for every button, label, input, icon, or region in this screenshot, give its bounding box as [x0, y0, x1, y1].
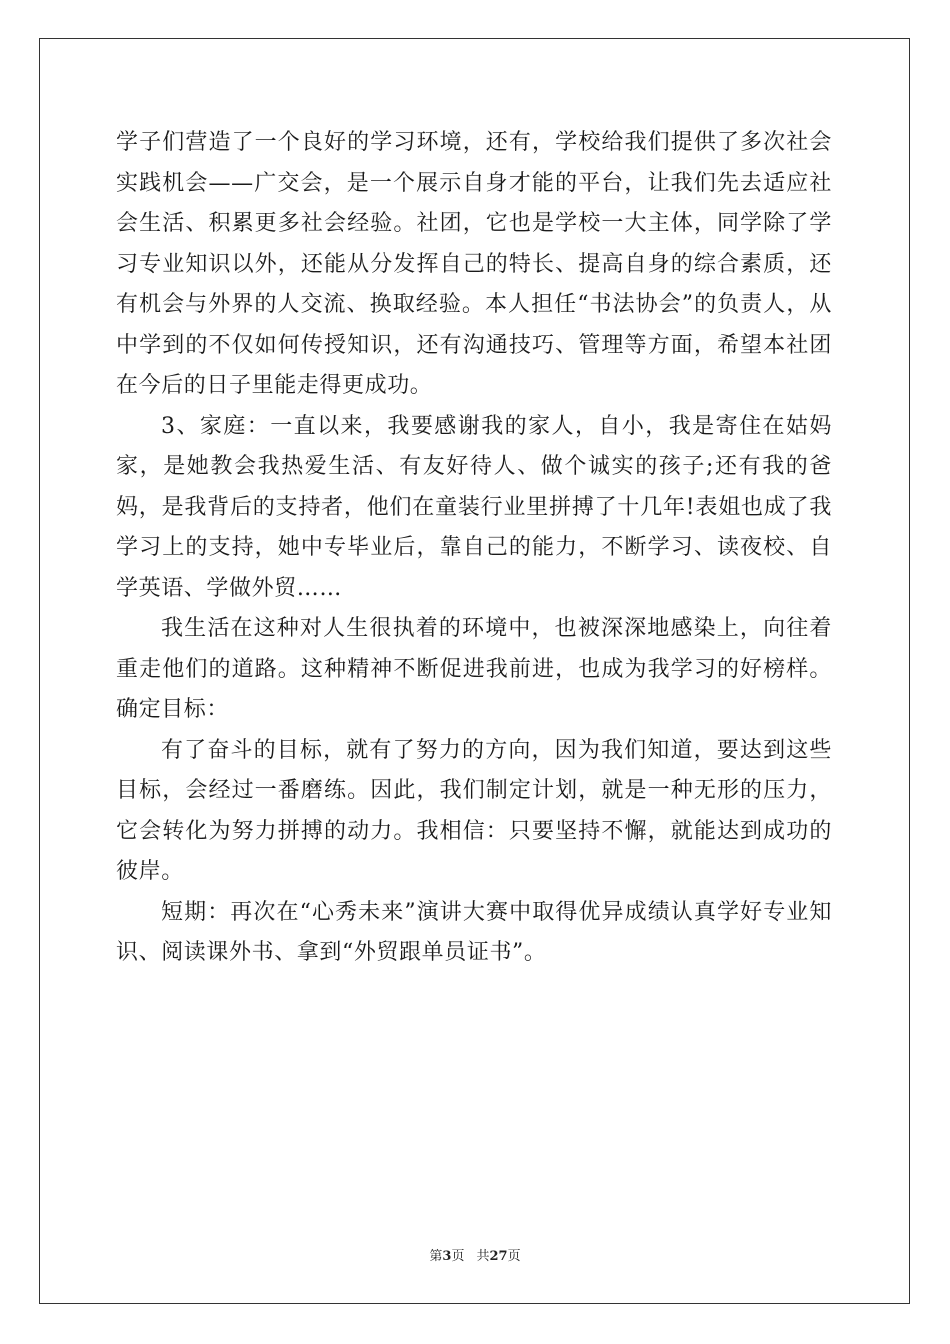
footer-page-suffix: 页	[451, 1249, 465, 1264]
footer-total-pages: 27	[489, 1249, 508, 1264]
footer-total-suffix: 页	[507, 1249, 521, 1264]
footer-prefix: 第	[429, 1249, 443, 1264]
paragraph-1: 学子们营造了一个良好的学习环境，还有，学校给我们提供了多次社会实践机会——广交会，是一个展示自身才能的平台，让我们先去适应社会生活、积累更多社会经验。社团，它也是学校一大主体，同学除了学习专业知识以外，还能从分发挥自己的特长、提高自身的综合素质，还有机会与外界的人交流、换取经验。本人担任“书法协会”的负责人，从中学到的不仅如何传授知识，还有沟通技巧、管理等方面，希望本社团在今后的日子里能走得更成功。	[116, 130, 832, 398]
footer-total-prefix: 共	[476, 1249, 490, 1264]
paragraph-4: 有了奋斗的目标，就有了努力的方向，因为我们知道，要达到这些目标，会经过一番磨练。因此，我们制定计划，就是一种无形的压力，它会转化为努力拼搏的动力。我相信：只要坚持不懈，就能达到成功的彼岸。	[116, 737, 832, 884]
paragraph-5: 短期：再次在“心秀未来”演讲大赛中取得优异成绩认真学好专业知识、阅读课外书、拿到“外贸跟单员证书”。	[116, 899, 832, 965]
paragraph-3: 我生活在这种对人生很执着的环境中，也被深深地感染上，向往着重走他们的道路。这种精神不断促进我前进，也成为我学习的好榜样。确定目标：	[116, 616, 832, 722]
document-body	[116, 123, 832, 974]
page-footer	[0, 1245, 950, 1264]
paragraph-2: 3、家庭：一直以来，我要感谢我的家人，自小，我是寄住在姑妈家，是她教会我热爱生活、有友好待人、做个诚实的孩子;还有我的爸妈，是我背后的支持者，他们在童装行业里拼搏了十几年!表姐也成了我学习上的支持，她中专毕业后，靠自己的能力，不断学习、读夜校、自学英语、学做外贸……	[116, 413, 832, 601]
footer-page-number: 3	[442, 1249, 452, 1264]
